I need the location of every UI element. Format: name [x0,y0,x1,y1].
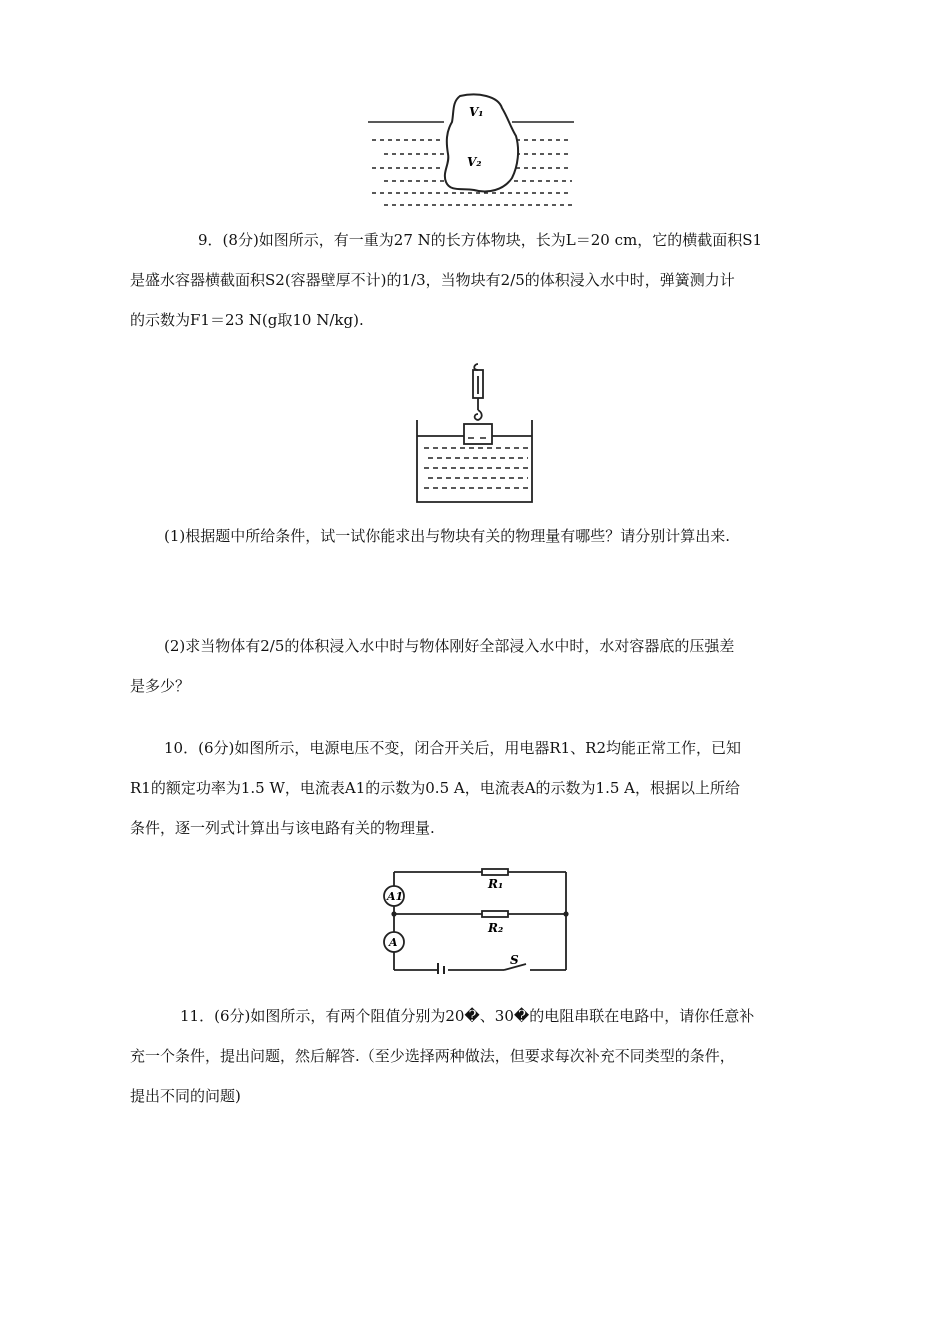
q11-line-2: 充一个条件，提出问题，然后解答.（至少选择两种做法，但要求每次补充不同类型的条件， [130,1047,735,1065]
q10-line-1: 10．(6分)如图所示，电源电压不变，闭合开关后，用电器R1、R2均能正常工作，已知 [164,739,742,757]
resistor-r2-label: R₂ [488,921,504,935]
question-9-sub-1 [130,516,820,556]
iceberg-figure [366,92,576,210]
q11-line-3: 提出不同的问题) [130,1087,241,1105]
q10-line-2: R1的额定功率为1.5 W，电流表A1的示数为0.5 A，电流表A的示数为1.5 A，根据以上所给 [130,779,741,797]
label-v2: V₂ [467,155,482,169]
q9-line-2: 是盛水容器横截面积S2(容器壁厚不计)的1/3，当物块有2/5的体积浸入水中时，弹簧测力计 [130,271,735,289]
q9-line-3: 的示数为F1＝23 N(g取10 N/kg). [130,311,364,329]
ammeter-a1-label: A1 [387,890,404,903]
question-9-text [130,220,820,340]
q9-sub2-line-2: 是多少？ [130,677,191,695]
q9-sub2-line-1: (2)求当物体有2/5的体积浸入水中时与物体刚好全部浸入水中时，水对容器底的压强差 [164,637,735,655]
spring-balance-figure [412,362,538,508]
q11-line-1: 11．(6分)如图所示，有两个阻值分别为20�、30�的电阻串联在电路中，请你任意补 [180,1007,755,1025]
question-10-text [130,728,820,848]
ammeter-a-label: A [389,936,398,949]
question-9-sub-2 [130,626,820,706]
q9-sub1-line: (1)根据题中所给条件，试一试你能求出与物块有关的物理量有哪些？请分别计算出来. [164,527,731,545]
question-11-text [130,996,820,1116]
resistor-r1-label: R₁ [488,877,504,891]
label-v1: V₁ [469,105,484,119]
q9-line-1: 9．(8分)如图所示，有一重为27 N的长方体物块，长为L＝20 cm，它的横截面积S1 [198,231,763,249]
switch-s-label: S [510,953,519,967]
q10-line-3: 条件，逐一列式计算出与该电路有关的物理量. [130,819,435,837]
circuit-diagram [378,866,572,974]
